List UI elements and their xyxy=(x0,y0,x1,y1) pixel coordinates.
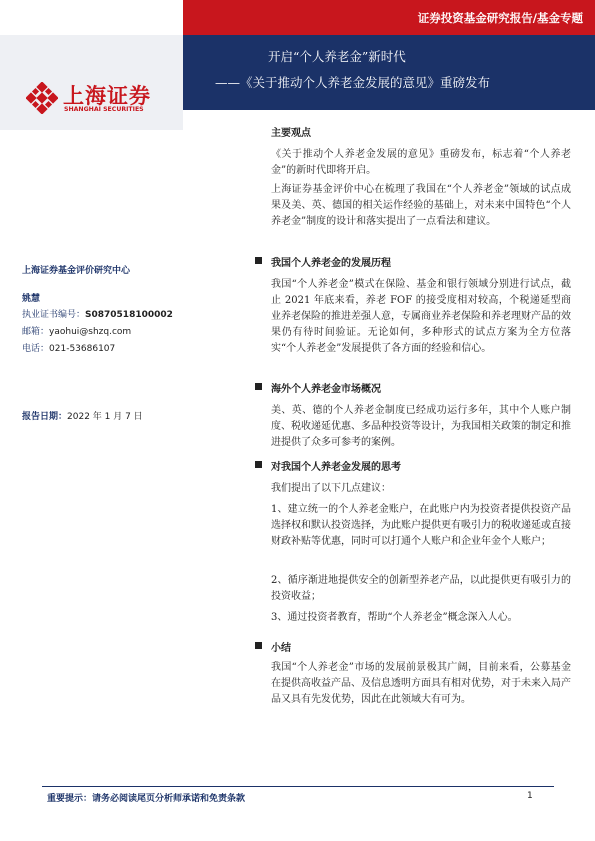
section-heading-thoughts: 对我国个人养老金发展的思考 xyxy=(271,462,401,473)
section-overseas-paragraph: 美、英、德的个人养老金制度已经成功运行多年，其中个人账户制度、税收递延优惠、多品种投资等设计，为我国相关政策的制定和推进提供了众多可参考的案例。 xyxy=(271,405,571,448)
title-bar xyxy=(183,35,595,110)
logo-name-en: SHANGHAI SECURITIES xyxy=(64,106,144,113)
company-logo xyxy=(26,82,186,122)
report-type-label: 证券投资基金研究报告/基金专题 xyxy=(417,11,583,25)
section-history-paragraph: 我国“个人养老金”模式在保险、基金和银行领域分别进行试点，截止 2021 年底来看，养老 FOF 的接受度相对较高，个税递延型商业养老保险的推进差强人意，专属商业养老保险和养老理财产品的效果仍有待时间验证。无论如何，多种形式的试点方案为全方位落实“个人养老金”发展提供了各方面的经验和信心。 xyxy=(271,279,571,354)
section-heading-summary: 小结 xyxy=(271,643,291,654)
cert-value: S0870518100002 xyxy=(85,310,173,320)
report-title: 开启“个人养老金”新时代 xyxy=(268,49,406,64)
suggestion-1: 1、建立统一的个人养老金账户，在此账户内为投资者提供投资产品选择权和默认投资选择，为此账户提供更有吸引力的税收递延或直接财政补贴等优惠，同时可以打通个人账户和企业年金个人账户； xyxy=(271,504,571,547)
report-type-banner xyxy=(183,0,595,35)
key-points-heading: 主要观点 xyxy=(271,128,311,139)
suggestion-3: 3、通过投资者教育，帮助“个人养老金”概念深入人心。 xyxy=(271,612,518,623)
section-heading-overseas: 海外个人养老金市场概况 xyxy=(271,384,381,395)
section-bullet-icon xyxy=(255,642,262,649)
footer-disclaimer: 重要提示：请务必阅读尾页分析师承诺和免责条款 xyxy=(47,794,246,804)
section-heading-history: 我国个人养老金的发展历程 xyxy=(271,258,391,269)
cert-label: 执业证书编号： xyxy=(22,310,86,320)
email-value: yaohui@shzq.com xyxy=(49,327,132,337)
date-label: 报告日期： xyxy=(22,412,68,422)
section-thoughts-intro: 我们提出了以下几点建议： xyxy=(271,483,391,494)
section-bullet-icon xyxy=(255,257,262,264)
report-subtitle: ——《关于推动个人养老金发展的意见》重磅发布 xyxy=(215,75,491,90)
report-date xyxy=(22,409,143,422)
logo-mark-icon xyxy=(26,82,58,114)
email-label: 邮箱： xyxy=(22,327,50,337)
section-summary-paragraph: 我国“个人养老金”市场的发展前景极其广阔，目前来看，公募基金在提供高收益产品、及信息透明方面具有相对优势，对于未来入局产品又具有先发优势，因此在此领域大有可为。 xyxy=(271,662,571,705)
section-bullet-icon xyxy=(255,383,262,390)
phone-value: 021-53686107 xyxy=(49,344,116,354)
footer-divider xyxy=(42,786,554,787)
analyst-phone xyxy=(22,341,115,354)
date-value: 2022 年 1 月 7 日 xyxy=(67,412,143,422)
suggestion-2: 2、循序渐进地提供安全的创新型养老产品，以此提供更有吸引力的投资收益； xyxy=(271,575,571,602)
research-center-name: 上海证券基金评价研究中心 xyxy=(22,266,131,276)
page-number: 1 xyxy=(527,791,533,801)
key-points-paragraph-1: 《关于推动个人养老金发展的意见》重磅发布，标志着“个人养老金”的新时代即将开启。 xyxy=(271,149,571,176)
section-bullet-icon xyxy=(255,461,262,468)
analyst-name: 姚慧 xyxy=(22,294,41,304)
analyst-cert xyxy=(22,307,173,320)
analyst-email xyxy=(22,324,131,337)
logo-name-cn: 上海证券 xyxy=(63,84,151,108)
phone-label: 电话： xyxy=(22,344,50,354)
key-points-paragraph-2: 上海证券基金评价中心在梳理了我国在“个人养老金”领域的试点成果及美、英、德国的相关运作经验的基础上，对未来中国特色“个人养老金”制度的设计和落实提出了一点看法和建议。 xyxy=(271,184,571,227)
